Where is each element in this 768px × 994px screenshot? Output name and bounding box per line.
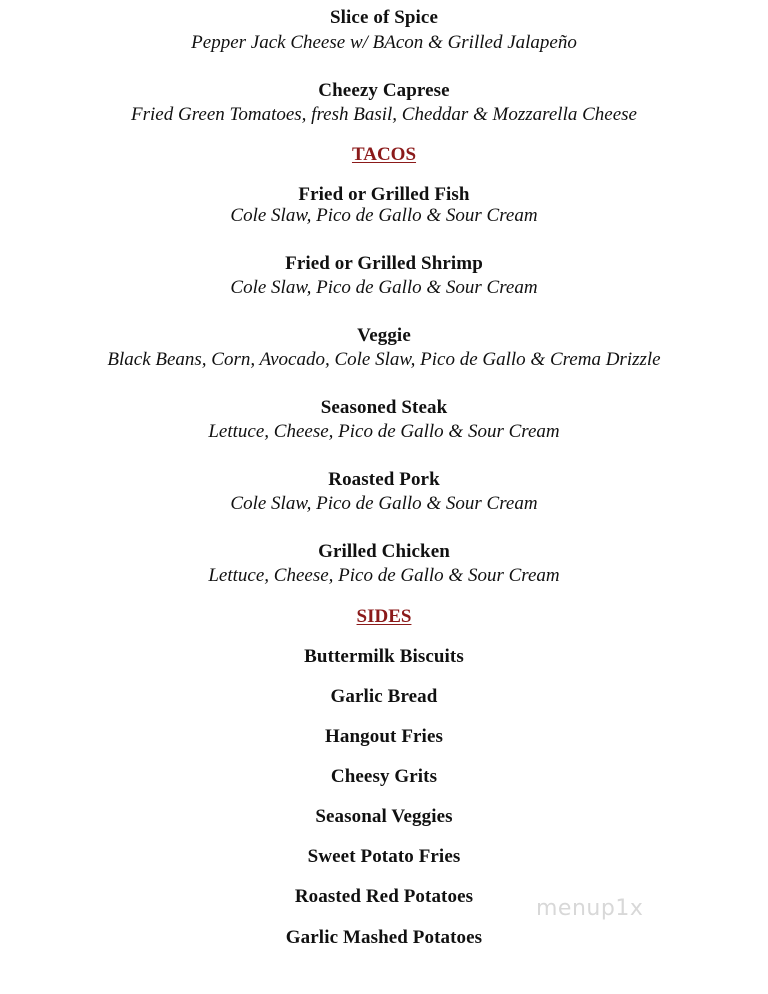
watermark-logo: menup1x [536, 896, 644, 921]
taco-description-fish: Cole Slaw, Pico de Gallo & Sour Cream [230, 205, 538, 226]
side-item: Hangout Fries [325, 726, 443, 747]
taco-name-grilled-chicken: Grilled Chicken [318, 541, 450, 562]
taco-description-veggie: Black Beans, Corn, Avocado, Cole Slaw, Pico de Gallo & Crema Drizzle [107, 349, 661, 370]
side-item: Garlic Bread [330, 686, 438, 707]
side-item: Sweet Potato Fries [307, 846, 461, 867]
side-item: Seasonal Veggies [315, 806, 453, 827]
taco-name-fish: Fried or Grilled Fish [298, 184, 470, 205]
taco-description-seasoned-steak: Lettuce, Cheese, Pico de Gallo & Sour Cream [208, 421, 560, 442]
item-description-cheezy-caprese: Fried Green Tomatoes, fresh Basil, Cheddar & Mozzarella Cheese [131, 104, 637, 125]
taco-description-grilled-chicken: Lettuce, Cheese, Pico de Gallo & Sour Cream [208, 565, 560, 586]
side-item: Garlic Mashed Potatoes [285, 927, 483, 948]
item-description-slice-of-spice: Pepper Jack Cheese w/ BAcon & Grilled Jalapeño [191, 32, 577, 53]
item-name-cheezy-caprese: Cheezy Caprese [318, 80, 450, 101]
taco-name-shrimp: Fried or Grilled Shrimp [285, 253, 483, 274]
side-item: Cheesy Grits [330, 766, 438, 787]
taco-name-roasted-pork: Roasted Pork [328, 469, 440, 490]
taco-name-seasoned-steak: Seasoned Steak [320, 397, 448, 418]
section-heading-tacos: TACOS [351, 144, 417, 165]
taco-description-shrimp: Cole Slaw, Pico de Gallo & Sour Cream [230, 277, 538, 298]
taco-description-roasted-pork: Cole Slaw, Pico de Gallo & Sour Cream [230, 493, 538, 514]
side-item: Buttermilk Biscuits [304, 646, 464, 667]
section-heading-sides: SIDES [356, 606, 412, 627]
item-name-slice-of-spice: Slice of Spice [330, 7, 438, 28]
side-item: Roasted Red Potatoes [294, 886, 474, 907]
taco-name-veggie: Veggie [357, 325, 411, 346]
